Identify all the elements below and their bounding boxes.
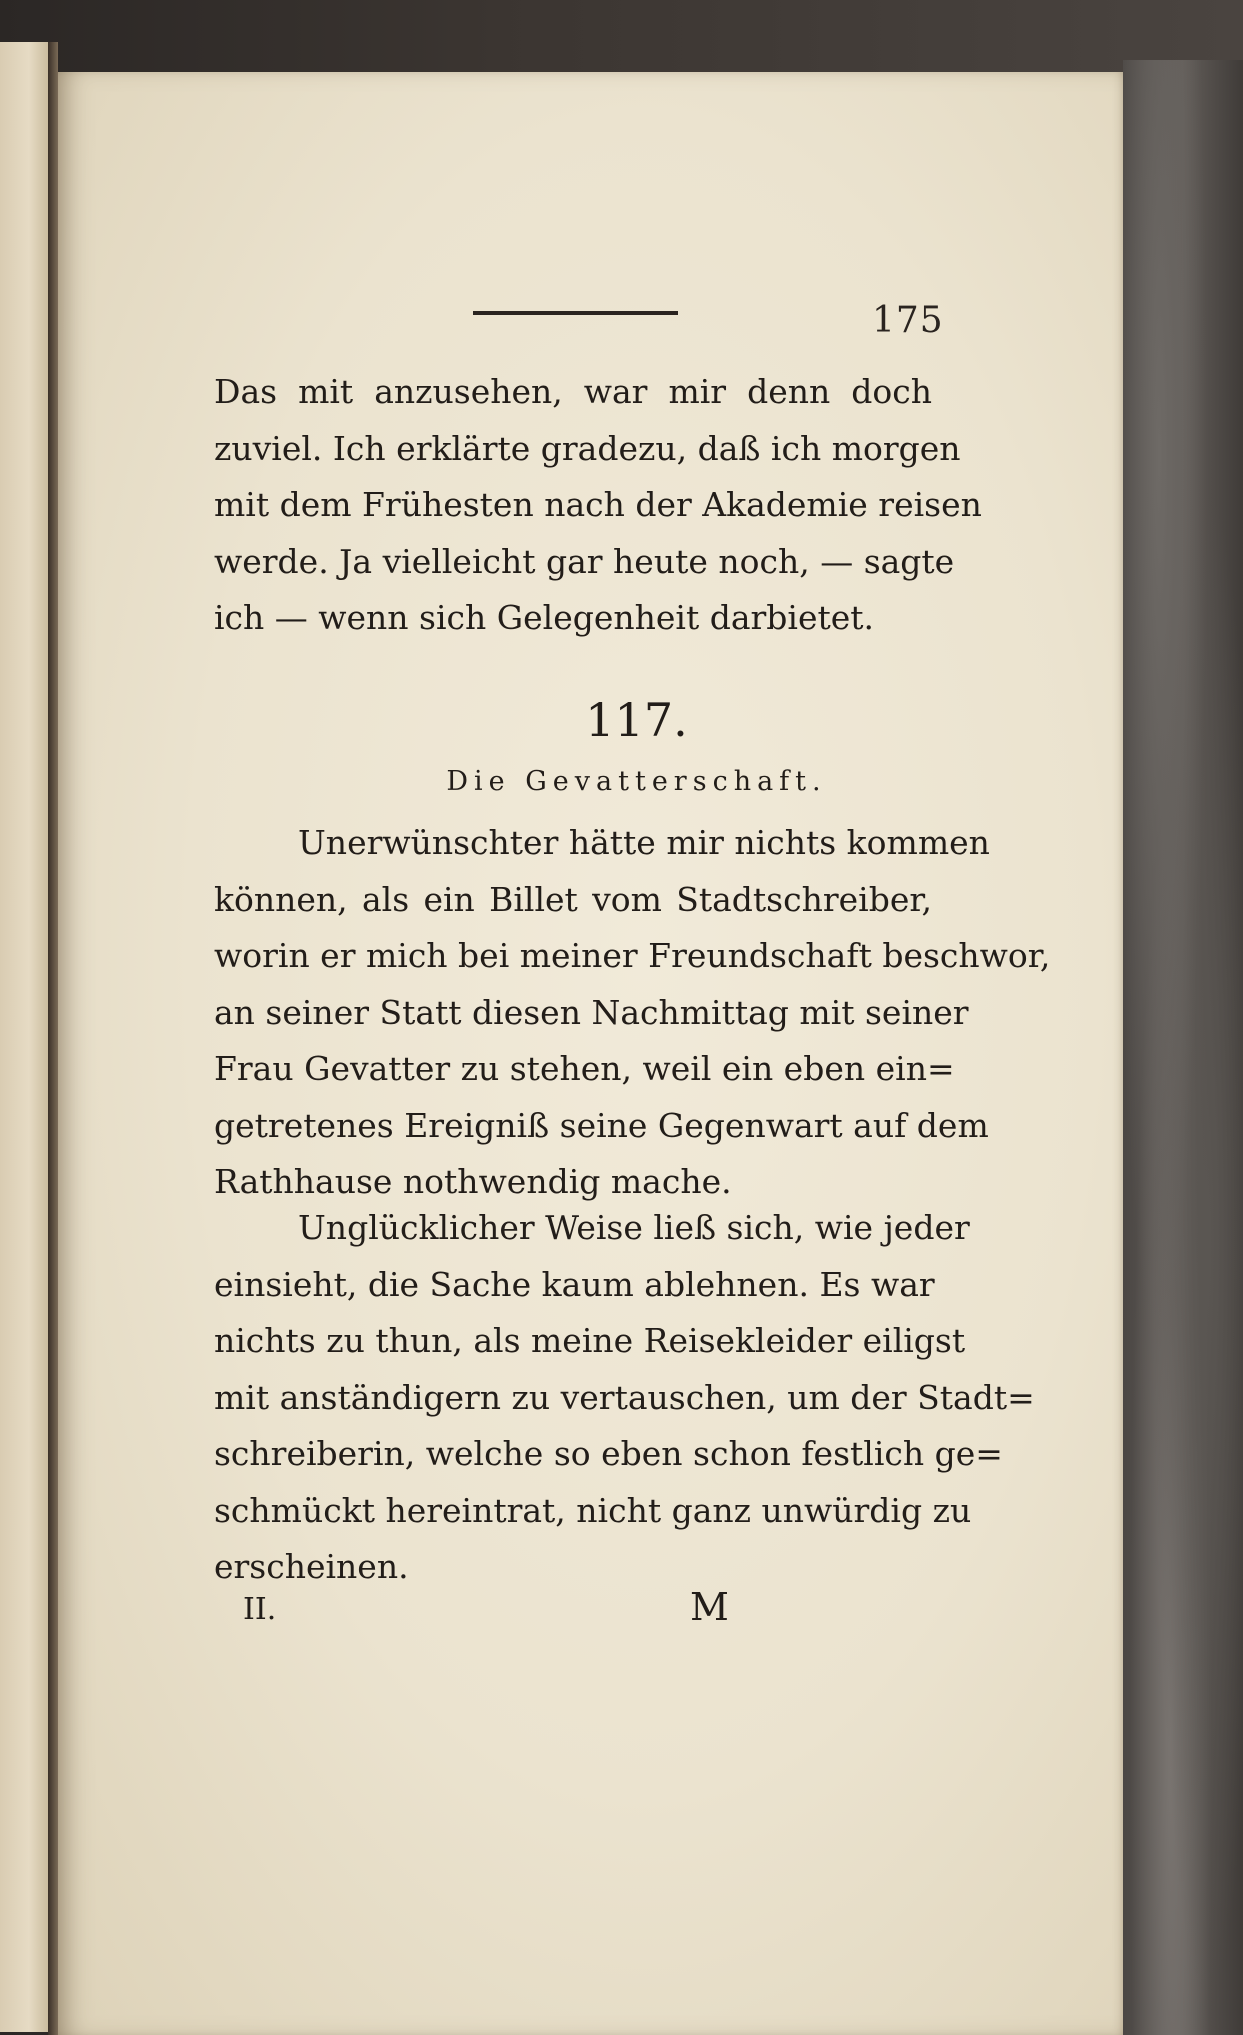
- text-line: können, als ein Billet vom Stadtschreiber,: [214, 879, 932, 919]
- page-number: 175: [872, 300, 944, 341]
- header-rule: [473, 311, 678, 315]
- text-line: mit dem Frühesten nach der Akademie reisen: [214, 485, 982, 524]
- section-title: Die Gevatterschaft.: [446, 766, 827, 797]
- text-line: nichts zu thun, als meine Reisekleider eiligst: [214, 1321, 966, 1360]
- paragraph-1: [214, 815, 1051, 1211]
- text-line: ich — wenn sich Gelegenheit darbietet.: [214, 598, 875, 637]
- text-line: einsieht, die Sache kaum ablehnen. Es war: [214, 1264, 935, 1304]
- text-line: Frau Gevatter zu stehen, weil ein eben ein=: [214, 1049, 955, 1088]
- text-line: mit anständigern zu vertauschen, um der Stadt=: [214, 1377, 1035, 1417]
- book-gutter: [48, 42, 58, 2035]
- text-line: Das mit anzusehen, war mir denn doch: [214, 372, 932, 411]
- text-line: werde. Ja vielleicht gar heute noch, — sagte: [214, 541, 955, 581]
- previous-page-edge: [0, 42, 51, 2032]
- signature-mark: II.: [243, 1592, 277, 1627]
- text-line: Unerwünschter hätte mir nichts kommen: [298, 823, 990, 862]
- paragraph-continued: [214, 364, 982, 647]
- text-line: zuviel. Ich erklärte gradezu, daß ich morgen: [214, 428, 961, 468]
- text-line: schmückt hereintrat, nicht ganz unwürdig zu: [214, 1490, 972, 1530]
- text-line: an seiner Statt diesen Nachmittag mit seiner: [214, 992, 969, 1032]
- text-line: Unglücklicher Weise ließ sich, wie jeder: [298, 1208, 970, 1247]
- marbled-cover-board: [1123, 60, 1243, 2035]
- catchword: M: [690, 1585, 729, 1629]
- text-line: Rathhause nothwendig mache.: [214, 1162, 732, 1201]
- text-line: getretenes Ereigniß seine Gegenwart auf dem: [214, 1105, 989, 1145]
- section-number: 117.: [585, 693, 688, 747]
- text-line: erscheinen.: [214, 1547, 409, 1586]
- paragraph-2: [214, 1200, 1035, 1596]
- text-line: schreiberin, welche so eben schon festlich ge=: [214, 1434, 1003, 1473]
- text-line: worin er mich bei meiner Freundschaft beschwor,: [214, 936, 1051, 975]
